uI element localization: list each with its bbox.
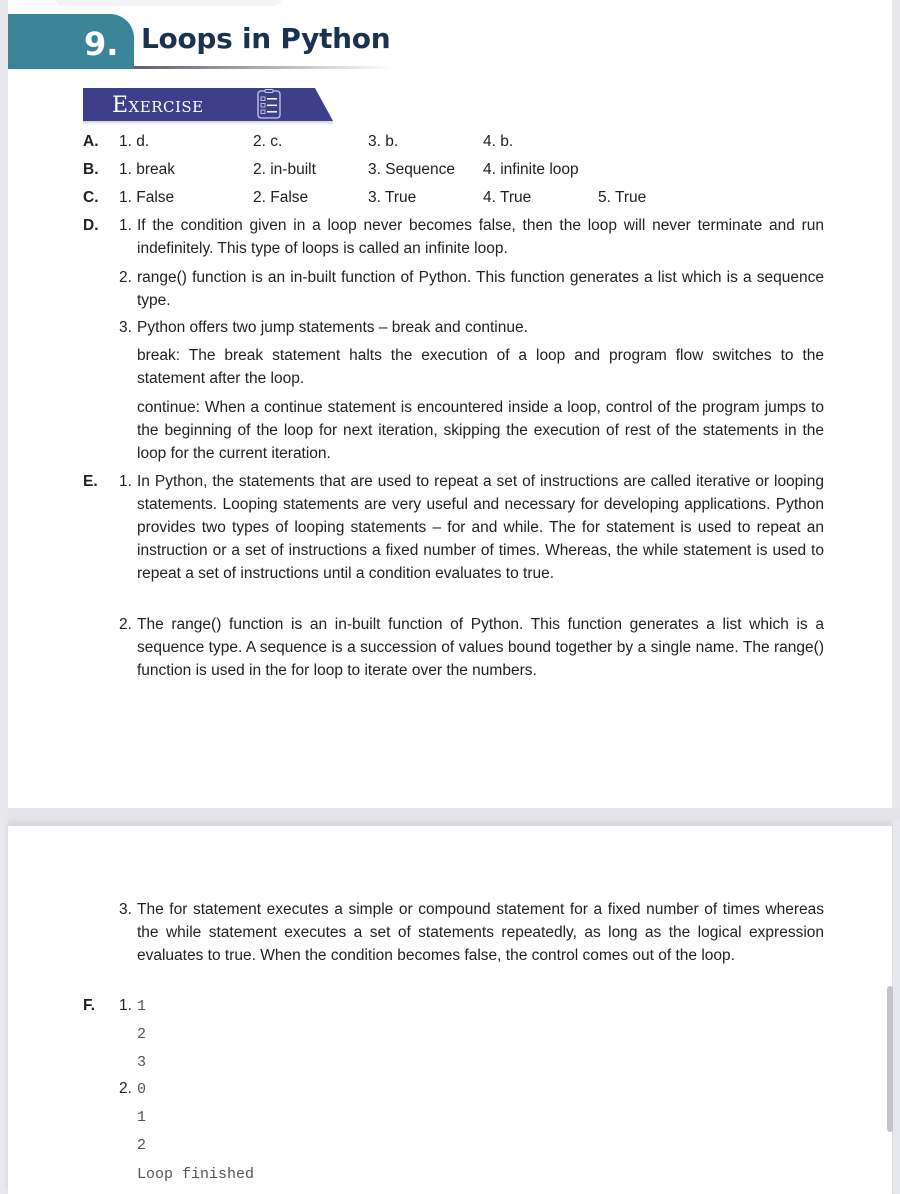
section-d-item-3-break: break: The break statement halts the execution of a loop and program flow switches to the statement after the loop. [137, 347, 824, 387]
section-e-letter: E. [83, 473, 98, 490]
section-c-letter: C. [83, 189, 99, 206]
output-line: 2 [137, 1026, 147, 1043]
item-text: Python offers two jump statements – break and continue. [137, 319, 528, 336]
item-number: 2. [119, 269, 132, 286]
exercise-heading: Exercise [112, 93, 204, 118]
answer: 3. True [368, 189, 417, 206]
section-d-letter: D. [83, 217, 99, 234]
answer: 5. True [598, 189, 647, 206]
answer: 4. infinite loop [483, 161, 579, 178]
output-line: 3 [137, 1054, 147, 1071]
answer: 2. False [253, 189, 309, 206]
item-text: The for statement executes a simple or compound statement for a fixed number of times whereas the while statement executes a set of statements repeatedly, as long as the logical expression evaluates to true. When the condition becomes false, the control comes out of the loop. [137, 901, 824, 964]
item-text: In Python, the statements that are used to repeat a set of instructions are called iterative or looping statements. Looping statements are very useful and necessary for developing applications. Python provides two types of looping statements – for and while. The for statement is used to repeat an instruction or a set of instructions a fixed number of times. Whereas, the while statement is used to repeat a set of instructions until a condition evaluates to true. [137, 473, 824, 582]
scrollbar-track[interactable] [893, 820, 900, 1194]
item-number: 1. [119, 997, 132, 1014]
answer: 3. Sequence [368, 161, 456, 178]
document-page-2 [8, 826, 892, 1194]
section-e-item-3 [119, 898, 824, 967]
item-number: 2. [119, 1080, 132, 1097]
section-d-item-1 [119, 214, 824, 260]
answer: 2. c. [253, 133, 283, 150]
section-a-letter: A. [83, 133, 99, 150]
answer: 1. d. [119, 133, 150, 150]
answer: 4. b. [483, 133, 514, 150]
item-number: 2. [119, 616, 132, 633]
section-f-item-2 [119, 1077, 132, 1100]
answer: 3. b. [368, 133, 399, 150]
section-f-letter: F. [83, 997, 96, 1014]
answer: 4. True [483, 189, 532, 206]
chapter-title: Loops in Python [141, 22, 391, 55]
clipboard-checklist-icon [257, 89, 281, 119]
scrollbar-thumb[interactable] [887, 986, 893, 1132]
item-number: 3. [119, 901, 132, 918]
item-number: 1. [119, 217, 132, 234]
item-text: If the condition given in a loop never becomes false, then the loop will never terminate and run indefinitely. This type of loops is called an infinite loop. [137, 217, 824, 257]
section-d-item-3-continue: continue: When a continue statement is encountered inside a loop, control of the program jumps to the beginning of the loop for next iteration, skipping the execution of rest of the statements in the loop for the current iteration. [137, 399, 824, 462]
item-number: 1. [119, 473, 132, 490]
section-f-item-1 [119, 994, 132, 1017]
output-line: 0 [137, 1081, 147, 1098]
section-e-item-1 [119, 470, 824, 585]
section-d-item-3 [119, 316, 824, 339]
output-line: 1 [137, 1109, 147, 1126]
title-underline [134, 66, 394, 69]
output-line: Loop finished [137, 1166, 255, 1183]
exercise-banner-shadow [83, 121, 333, 125]
output-line: 2 [137, 1137, 147, 1154]
answer: 1. False [119, 189, 175, 206]
viewer-left-margin [0, 0, 8, 1194]
document-page-1 [8, 0, 892, 808]
chapter-number: 9. [84, 25, 119, 63]
item-text: range() function is an in-built function of Python. This function generates a list which is a sequence type. [137, 269, 824, 309]
section-d-item-2 [119, 266, 824, 312]
answer: 2. in-built [253, 161, 316, 178]
answer: 1. break [119, 161, 176, 178]
viewer-right-margin [892, 0, 900, 808]
output-line: 1 [137, 998, 147, 1015]
section-b-letter: B. [83, 161, 99, 178]
item-text: The range() function is an in-built function of Python. This function generates a list which is a sequence type. A sequence is a succession of values bound together by a single name. The range() function is used in the for loop to iterate over the numbers. [137, 616, 824, 679]
previous-page-edge [56, 0, 281, 6]
item-number: 3. [119, 319, 132, 336]
section-e-item-2 [119, 613, 824, 682]
